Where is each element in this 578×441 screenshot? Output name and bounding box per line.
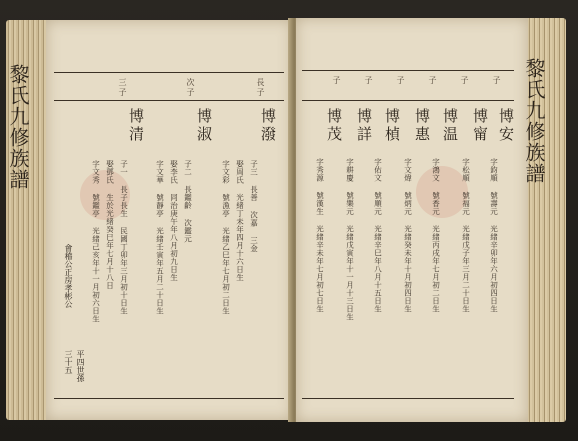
person-name: 博茂 (325, 108, 343, 144)
person-name: 博清 (127, 108, 145, 144)
top-rule (54, 72, 284, 73)
header-rule (302, 100, 514, 101)
biography-column: 子一 長子長生 民國丁卯年三月初十日生 (119, 160, 129, 315)
generation-label: 長子 (256, 78, 265, 98)
left-page (6, 20, 292, 420)
generation-label: 子 (492, 76, 501, 86)
biography-column: 字文華 號靜亭 光緒壬寅年五月二十日生 (155, 160, 165, 315)
biography-column: 字松順 號福元 光緒戊子年三月二十日生 (461, 158, 471, 313)
top-rule (302, 70, 514, 71)
generation-label: 子 (332, 76, 341, 86)
biography-column: 字鴻文 號香元 光緒丙戌年七月初二日生 (431, 158, 441, 313)
person-name: 博安 (497, 108, 515, 144)
generation-label: 次子 (186, 78, 195, 98)
person-name: 博惠 (413, 108, 431, 144)
person-name: 博詳 (355, 108, 373, 144)
biography-column: 字文彩 號漁亭 光緒乙巳年七月初二日生 (221, 160, 231, 315)
generation-label: 子 (460, 76, 469, 86)
generation-label: 子 (396, 76, 405, 86)
biography-column: 娶鄧氏 生於光緒癸巳年七月十八日 (105, 160, 115, 290)
generation-label: 三子 (118, 78, 127, 98)
biography-column: 娶周氏 光緒丁未年四月十六日生 (235, 160, 245, 282)
footer-place: 會稽公正房孝彬公 (64, 244, 73, 308)
person-name: 博潑 (259, 108, 277, 144)
biography-column: 子二 長鑑齡 次鑑元 (183, 160, 193, 243)
footer-generation: 平四世孫 (76, 350, 85, 382)
person-name: 博楨 (383, 108, 401, 144)
bottom-rule (302, 398, 514, 399)
biography-column: 娶李氏 同治庚午年八月初九日生 (169, 160, 179, 282)
biography-column: 字耕慶 號樂元 光緒戊寅年十一月十三日生 (345, 158, 355, 321)
generation-label: 子 (364, 76, 373, 86)
biography-column: 字文秀 號鑑亭 光緒己亥年十一月初六日生 (91, 160, 101, 323)
generation-label: 子 (428, 76, 437, 86)
person-name: 博淑 (195, 108, 213, 144)
right-margin-title: 黎氏九修族譜 (522, 58, 546, 184)
biography-column: 字秀源 號漢生 光緒辛未年七月初七日生 (315, 158, 325, 313)
biography-column: 字佑文 號順元 光緒辛巳年八月十五日生 (373, 158, 383, 313)
left-margin-title: 黎氏九修族譜 (6, 64, 30, 190)
biography-column: 字文煒 號炳元 光緒癸未年十月初四日生 (403, 158, 413, 313)
biography-column: 字鈞順 號壽元 光緒辛卯年六月初四日生 (489, 158, 499, 313)
bottom-rule (54, 398, 284, 399)
watermark-seal (416, 166, 468, 218)
biography-column: 子三 長善 次嘉 三金 (249, 160, 259, 253)
person-name: 博甯 (471, 108, 489, 144)
footer-page-number: 三十五 (64, 350, 73, 374)
header-rule (54, 100, 284, 101)
person-name: 博温 (441, 108, 459, 144)
right-page (296, 18, 546, 422)
